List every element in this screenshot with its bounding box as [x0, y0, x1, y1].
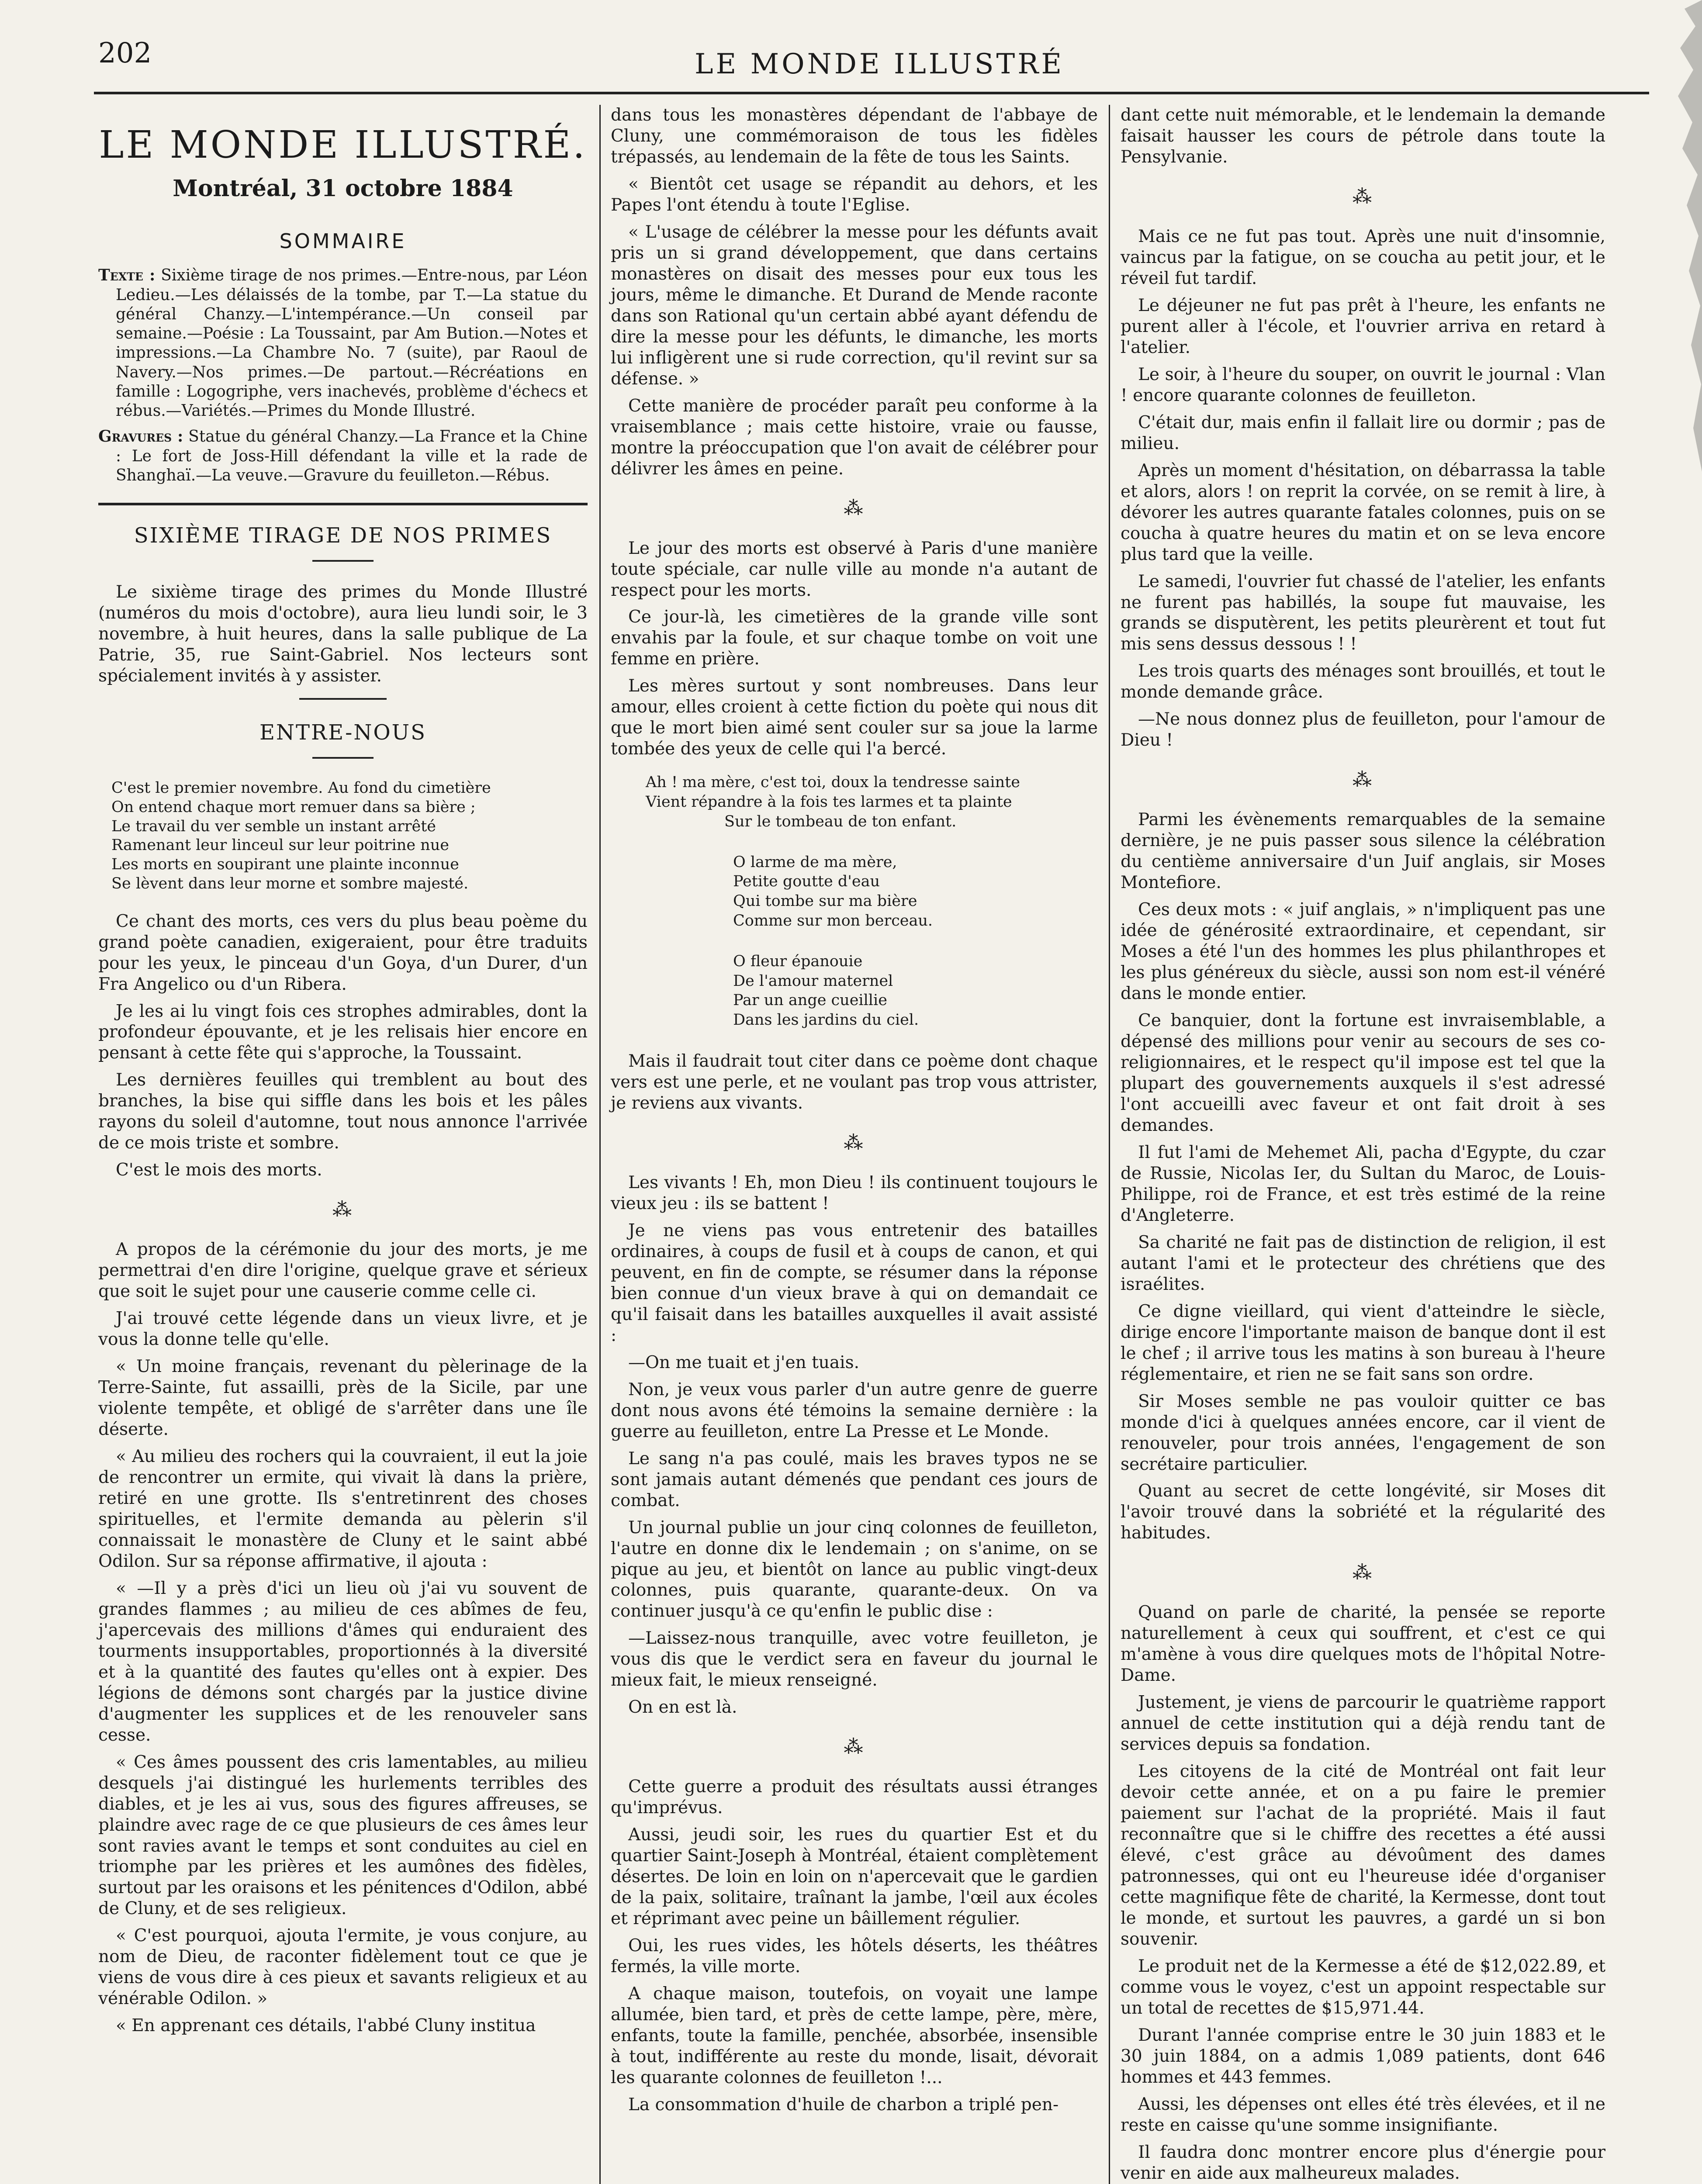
poem-line: Ah ! ma mère, c'est toi, doux la tendresse sainte	[646, 774, 1020, 791]
column-1	[98, 105, 588, 2042]
entre-nous-title: ENTRE-NOUS	[259, 720, 427, 745]
paragraph: —Ne nous donnez plus de feuilleton, pour l'amour de Dieu !	[1121, 709, 1605, 750]
paragraph: Ce digne vieillard, qui vient d'atteindre le siècle, dirige encore l'importante maison de banque dont il est le chef ; il arrive tous les matins à son bureau à l'heure réglementaire, et rien ne se fait sans son ordre.	[1121, 1301, 1605, 1384]
paragraph: Il fut l'ami de Mehemet Ali, pacha d'Egypte, du czar de Russie, Nicolas Ier, du Sultan du Maroc, de Louis-Philippe, roi de France, et est très estimé de la reine d'Angleterre.	[1121, 1142, 1605, 1225]
paragraph: Les vivants ! Eh, mon Dieu ! ils continuent toujours le vieux jeu : ils se battent !	[611, 1173, 1098, 1214]
short-rule	[312, 560, 374, 562]
paragraph: Aussi, les dépenses ont elles été très élevées, et il ne reste en caisse qu'une somme insignifiante.	[1121, 2094, 1605, 2135]
paragraph: Quant au secret de cette longévité, sir Moses dit l'avoir trouvé dans la sobriété et la régularité des habitudes.	[1121, 1481, 1605, 1543]
paragraph: Non, je veux vous parler d'un autre genre de guerre dont nous avons été témoins la semaine dernière : la guerre au feuilleton, entre La Presse et Le Monde.	[611, 1379, 1098, 1441]
paragraph: Un journal publie un jour cinq colonnes de feuilleton, l'autre en donne dix le lendemain ; on s'anime, on se pique au jeu, et bientôt on lance au public vingt-deux colonnes, puis quarante, quarante-deux. On va continuer jusqu'à ce qu'enfin le public dise :	[611, 1517, 1098, 1621]
paragraph: dant cette nuit mémorable, et le lendemain la demande faisait hausser les cours de pétrole dans toute la Pensylvanie.	[1121, 105, 1605, 167]
paragraph: Le déjeuner ne fut pas prêt à l'heure, les enfants ne purent aller à l'école, et l'ouvrier arriva en retard à l'atelier.	[1121, 295, 1605, 357]
asterism: ⁂	[1353, 185, 1373, 208]
paragraph: Cette guerre a produit des résultats aussi étranges qu'imprévus.	[611, 1777, 1098, 1818]
paragraph: A chaque maison, toutefois, on voyait une lampe allumée, bien tard, et près de cette lampe, père, mère, enfants, toute la famille, penchée, absorbée, insensible à tout, indifférente au reste du monde, lisait, dévorait les quarante colonnes de feuilleton !...	[611, 1984, 1098, 2087]
paragraph: Il faudra donc montrer encore plus d'énergie pour venir en aide aux malheureux malades.	[1121, 2142, 1605, 2183]
paragraph: On en est là.	[628, 1697, 737, 1717]
paragraph: C'est le mois des morts.	[116, 1160, 322, 1180]
paragraph: J'ai trouvé cette légende dans un vieux livre, et je vous la donne telle qu'elle.	[98, 1309, 588, 1350]
paragraph: Aussi, jeudi soir, les rues du quartier Est et du quartier Saint-Joseph à Montréal, étaient complètement désertes. De loin en loin on n'apercevait que le gardien de la paix, solitaire, traînant la jambe, l'œil aux écoles et réprimant avec peine un bâillement régulier.	[611, 1825, 1098, 1929]
paragraph: —On me tuait et j'en tuais.	[628, 1352, 860, 1372]
poem-cimetiere	[111, 779, 588, 894]
asterism: ⁂	[1353, 769, 1373, 791]
poem-larme	[646, 773, 1098, 1030]
paragraph: —Laissez-nous tranquille, avec votre feuilleton, je vous dis que le verdict sera en faveur du journal le mieux fait, le mieux renseigné.	[611, 1628, 1098, 1690]
page-number: 202	[98, 37, 152, 69]
poem-line: On entend chaque mort remuer dans sa bière ;	[111, 798, 476, 816]
paragraph: Les trois quarts des ménages sont brouillés, et tout le monde demande grâce.	[1121, 661, 1605, 702]
poem-line: Dans les jardins du ciel.	[733, 1011, 919, 1029]
paragraph: Sa charité ne fait pas de distinction de religion, il est autant l'ami et le protecteur des chrétiens que des israélites.	[1121, 1232, 1605, 1294]
paragraph: Le soir, à l'heure du souper, on ouvrit le journal : Vlan ! encore quarante colonnes de feuilleton.	[1121, 364, 1605, 405]
section-rule	[98, 503, 588, 505]
texte-body: Sixième tirage de nos primes.—Entre-nous, par Léon Ledieu.—Les délaissés de la tombe, par T.—La statue du général Chanzy.—L'intempérance.—Un conseil par semaine.—Poésie : La Toussaint, par Am Bution.—Notes et impressions.—La Chambre No. 7 (suite), par Raoul de Navery.—Nos primes.—De partout.—Récréations en famille : Logogriphe, vers inachevés, problème d'échecs et rébus.—Variétés.—Primes du Monde Illustré.	[116, 266, 588, 420]
paragraph: Les citoyens de la cité de Montréal ont fait leur devoir cette année, et on a pu faire le premier paiement sur l'achat de la propriété. Mais il faut reconnaître que si le chiffre des recettes a été aussi élevé, c'est grâce au dévoûment des dames patronnesses, qui ont eu l'heureuse idée d'organiser cette magnifique fête de charité, la Kermesse, dont tout le monde, et surtout les pauvres, a gardé un si bon souvenir.	[1121, 1762, 1605, 1949]
paragraph: Justement, je viens de parcourir le quatrième rapport annuel de cette institution qui a déjà rendu tant de services depuis sa fondation.	[1121, 1693, 1605, 1755]
column-rule-1	[599, 105, 601, 2184]
primes-title: SIXIÈME TIRAGE DE NOS PRIMES	[134, 523, 552, 548]
poem-stanza	[646, 773, 1098, 831]
poem-line: Vient répandre à la fois tes larmes et ta plainte	[646, 793, 1012, 811]
poem-line: Qui tombe sur ma bière	[733, 892, 917, 910]
paragraph: Le produit net de la Kermesse a été de $12,022.89, et comme vous le voyez, c'est un appoint respectable sur un total de recettes de $15,971.44.	[1121, 1956, 1605, 2018]
poem-line: Petite goutte d'eau	[733, 873, 880, 891]
paragraph: Ce jour-là, les cimetières de la grande ville sont envahis par la foule, et sur chaque tombe on voit une femme en prière.	[611, 607, 1098, 669]
column-2	[611, 105, 1098, 2122]
paragraph: Ces deux mots : « juif anglais, » n'impliquent pas une idée de générosité extraordinaire, et cependant, sir Moses a été l'un des hommes les plus philanthropes et les plus généreux du siècle, aussi son nom est-il vénéré dans le monde entier.	[1121, 900, 1605, 1004]
paragraph: Je ne viens pas vous entretenir des batailles ordinaires, à coups de fusil et à coups de canon, et qui peuvent, en fin de compte, se résumer dans la réponse bien connue d'un vieux brave à qui on demandait ce qu'il faisait dans les batailles auxquelles il avait assisté :	[611, 1220, 1098, 1345]
poem-line: Sur le tombeau de ton enfant.	[724, 812, 957, 830]
asterism: ⁂	[1353, 1562, 1373, 1584]
paragraph: « Ces âmes poussent des cris lamentables, au milieu desquels j'ai distingué les hurlements terribles des diables, et je les ai vus, sous des figures affreuses, se plaindre avec rage de ce que plusieurs de ces âmes leur sont ravies avant le temps et sont conduites au ciel en triomphe par les prières et les aumônes des fidèles, surtout par les oraisons et les pénitences d'Odilon, abbé de Cluny, et de ses religieux.	[98, 1752, 588, 1919]
paragraph: Quand on parle de charité, la pensée se reporte naturellement à ceux qui souffrent, et c'est ce qui m'amène à vous dire quelques mots de l'hôpital Notre-Dame.	[1121, 1603, 1605, 1686]
asterism: ⁂	[844, 1736, 865, 1759]
paragraph: Oui, les rues vides, les hôtels déserts, les théâtres fermés, la ville morte.	[611, 1936, 1098, 1977]
paragraph: Cette manière de procéder paraît peu conforme à la vraisemblance ; mais cette histoire, vraie ou fausse, montre la préoccupation que l'on avait de célébrer pour délivrer les âmes en peine.	[611, 396, 1098, 479]
poem-line: Le travail du ver semble un instant arrêté	[111, 817, 436, 835]
paragraph: Ce banquier, dont la fortune est invraisemblable, a dépensé des millions pour venir au secours de ses co-religionnaires, et le respect qu'il impose est tel que la plupart des gouvernements auxquels il s'est adressé l'ont accueilli avec faveur et ont fait droit à ses demandes.	[1121, 1011, 1605, 1135]
column-3	[1121, 105, 1605, 2184]
paragraph: « Un moine français, revenant du pèlerinage de la Terre-Sainte, fut assailli, près de la Sicile, par une violente tempête, et obligé de s'arrêter dans une île déserte.	[98, 1357, 588, 1440]
paragraph: La consommation d'huile de charbon a triplé pen-	[628, 2094, 1059, 2115]
poem-line: C'est le premier novembre. Au fond du cimetière	[111, 779, 491, 797]
asterism: ⁂	[844, 497, 865, 520]
running-title: LE MONDE ILLUSTRÉ	[695, 48, 1065, 80]
asterism: ⁂	[844, 1131, 865, 1154]
short-rule	[299, 698, 387, 700]
texte-label: Texte :	[98, 266, 156, 285]
paragraph: Le jour des morts est observé à Paris d'une manière toute spéciale, car nulle ville au monde n'a autant de respect pour les morts.	[611, 538, 1098, 600]
paragraph: Après un moment d'hésitation, on débarrassa la table et alors, alors ! on reprit la corvée, on se remit à lire, à dévorer les autres quarante fatales colonnes, puis on se coucha à quatre heures du matin et on se leva encore plus tard que la veille.	[1121, 460, 1605, 564]
header-rule	[94, 92, 1649, 94]
poem-line: De l'amour maternel	[733, 972, 893, 990]
poem-stanza	[646, 952, 1098, 1030]
paragraph: Durant l'année comprise entre le 30 juin 1883 et le 30 juin 1884, on a admis 1,089 patients, dont 646 hommes et 443 femmes.	[1121, 2025, 1605, 2087]
gravures-label: Gravures :	[98, 427, 183, 446]
short-rule	[312, 757, 374, 759]
paragraph: « Bientôt cet usage se répandit au dehors, et les Papes l'ont étendu à toute l'Eglise.	[611, 174, 1098, 215]
poem-line: Les morts en soupirant une plainte inconnue	[111, 856, 459, 874]
paragraph: « En apprenant ces détails, l'abbé Cluny institua	[116, 2016, 536, 2036]
sommaire-gravures	[98, 427, 588, 485]
paragraph: Mais ce ne fut pas tout. Après une nuit d'insomnie, vaincus par la fatigue, on se coucha au petit jour, et le réveil fut tardif.	[1121, 227, 1605, 288]
sommaire-texte	[98, 266, 588, 421]
paragraph: Le samedi, l'ouvrier fut chassé de l'atelier, les enfants ne furent pas habillés, la soupe fut mauvaise, les grands se disputèrent, les petits pleurèrent et tout fut mis sens dessus dessous ! !	[1121, 571, 1605, 654]
torn-page-edge	[1671, 0, 1702, 568]
sommaire-title: SOMMAIRE	[279, 229, 407, 253]
paragraph: A propos de la cérémonie du jour des morts, je me permettrai d'en dire l'origine, quelque grave et sérieux que soit le sujet pour une causerie comme celle ci.	[98, 1240, 588, 1302]
poem-line: O fleur épanouie	[733, 952, 863, 970]
paragraph: « —Il y a près d'ici un lieu où j'ai vu souvent de grandes flammes ; au milieu de ces abîmes de feu, j'apercevais des millions d'âmes qui enduraient des tourments insupportables, proportionnés à la diversité et à la quantité des fautes qu'elles ont à expier. Des légions de démons sont chargés par la justice divine d'augmenter les supplices et de les renouveler sans cesse.	[98, 1578, 588, 1745]
paragraph: Les dernières feuilles qui tremblent au bout des branches, la bise qui siffle dans les bois et les pâles rayons du soleil d'automne, tout nous annonce l'arrivée de ce mois triste et sombre.	[98, 1070, 588, 1153]
paragraph: Sir Moses semble ne pas vouloir quitter ce bas monde d'ici à quelques années encore, car il vient de renouveler, pour trois années, l'engagement de son secrétaire particulier.	[1121, 1391, 1605, 1474]
gravures-body: Statue du général Chanzy.—La France et la Chine : Le fort de Joss-Hill défendant la ville et la rade de Shanghaï.—La veuve.—Gravure du feuilleton.—Rébus.	[116, 428, 588, 484]
paragraph: Je les ai lu vingt fois ces strophes admirables, dont la profondeur épouvante, et je les relisais hier encore en pensant à cette fête qui s'approche, la Toussaint.	[98, 1001, 588, 1063]
paragraph: Le sang n'a pas coulé, mais les braves typos ne se sont jamais autant démenés que pendant ces jours de combat.	[611, 1448, 1098, 1510]
paragraph: Mais il faudrait tout citer dans ce poème dont chaque vers est une perle, et ne voulant pas trop vous attrister, je reviens aux vivants.	[611, 1051, 1098, 1113]
paragraph: Parmi les évènements remarquables de la semaine dernière, je ne puis passer sous silence la célébration du centième anniversaire d'un Juif anglais, sir Moses Montefiore.	[1121, 810, 1605, 893]
poem-line: O larme de ma mère,	[733, 853, 897, 871]
poem-line: Par un ange cueillie	[733, 992, 887, 1009]
paragraph: dans tous les monastères dépendant de l'abbaye de Cluny, une commémoraison de tous les fidèles trépassés, au lendemain de la fête de tous les Saints.	[611, 105, 1098, 167]
poem-stanza	[646, 853, 1098, 931]
primes-text: Le sixième tirage des primes du Monde Illustré (numéros du mois d'octobre), aura lieu lundi soir, le 3 novembre, à huit heures, dans la salle publique de La Patrie, 35, rue Saint-Gabriel. Nos lecteurs sont spécialement invités à y assister.	[98, 582, 588, 686]
column-rule-2	[1109, 105, 1110, 2184]
paragraph: Ce chant des morts, ces vers du plus beau poème du grand poète canadien, exigeraient, pour être traduits pour les yeux, le pinceau d'un Goya, d'un Durer, d'un Fra Angelico ou d'un Ribera.	[98, 911, 588, 994]
paragraph: « Au milieu des rochers qui la couvraient, il eut la joie de rencontrer un ermite, qui vivait là dans la prière, retiré en une grotte. Ils s'entretinrent des choses spirituelles, et l'ermite demanda au pèlerin s'il connaissait le monastère de Cluny et le saint abbé Odilon. Sur sa réponse affirmative, il ajouta :	[98, 1447, 588, 1571]
asterism: ⁂	[332, 1199, 353, 1221]
dateline: Montréal, 31 octobre 1884	[173, 175, 513, 202]
masthead: LE MONDE ILLUSTRÉ.	[99, 123, 587, 167]
paragraph: C'était dur, mais enfin il fallait lire ou dormir ; pas de milieu.	[1121, 412, 1605, 453]
paragraph: « L'usage de célébrer la messe pour les défunts avait pris un si grand développement, que dans certains monastères on disait des messes pour eux tous les jours, même le dimanche. Et Durand de Mende raconte dans son Rational qu'un certain abbé ayant défendu de dire la messe pour les défunts, le dimanche, les morts lui infligèrent une si rude correction, qu'il revint sur sa défense. »	[611, 222, 1098, 389]
paragraph: « C'est pourquoi, ajouta l'ermite, je vous conjure, au nom de Dieu, de raconter fidèlement tout ce que je viens de vous dire à ces pieux et savants religieux et au vénérable Odilon. »	[98, 1926, 588, 2009]
poem-line: Comme sur mon berceau.	[733, 912, 933, 930]
paragraph: Les mères surtout y sont nombreuses. Dans leur amour, elles croient à cette fiction du poète qui nous dit que le mort bien aimé sent couler sur sa joue la larme tombée des yeux de celle qui l'a bercé.	[611, 676, 1098, 759]
poem-line: Ramenant leur linceul sur leur poitrine nue	[111, 836, 449, 854]
poem-line: Se lèvent dans leur morne et sombre majesté.	[111, 874, 469, 892]
